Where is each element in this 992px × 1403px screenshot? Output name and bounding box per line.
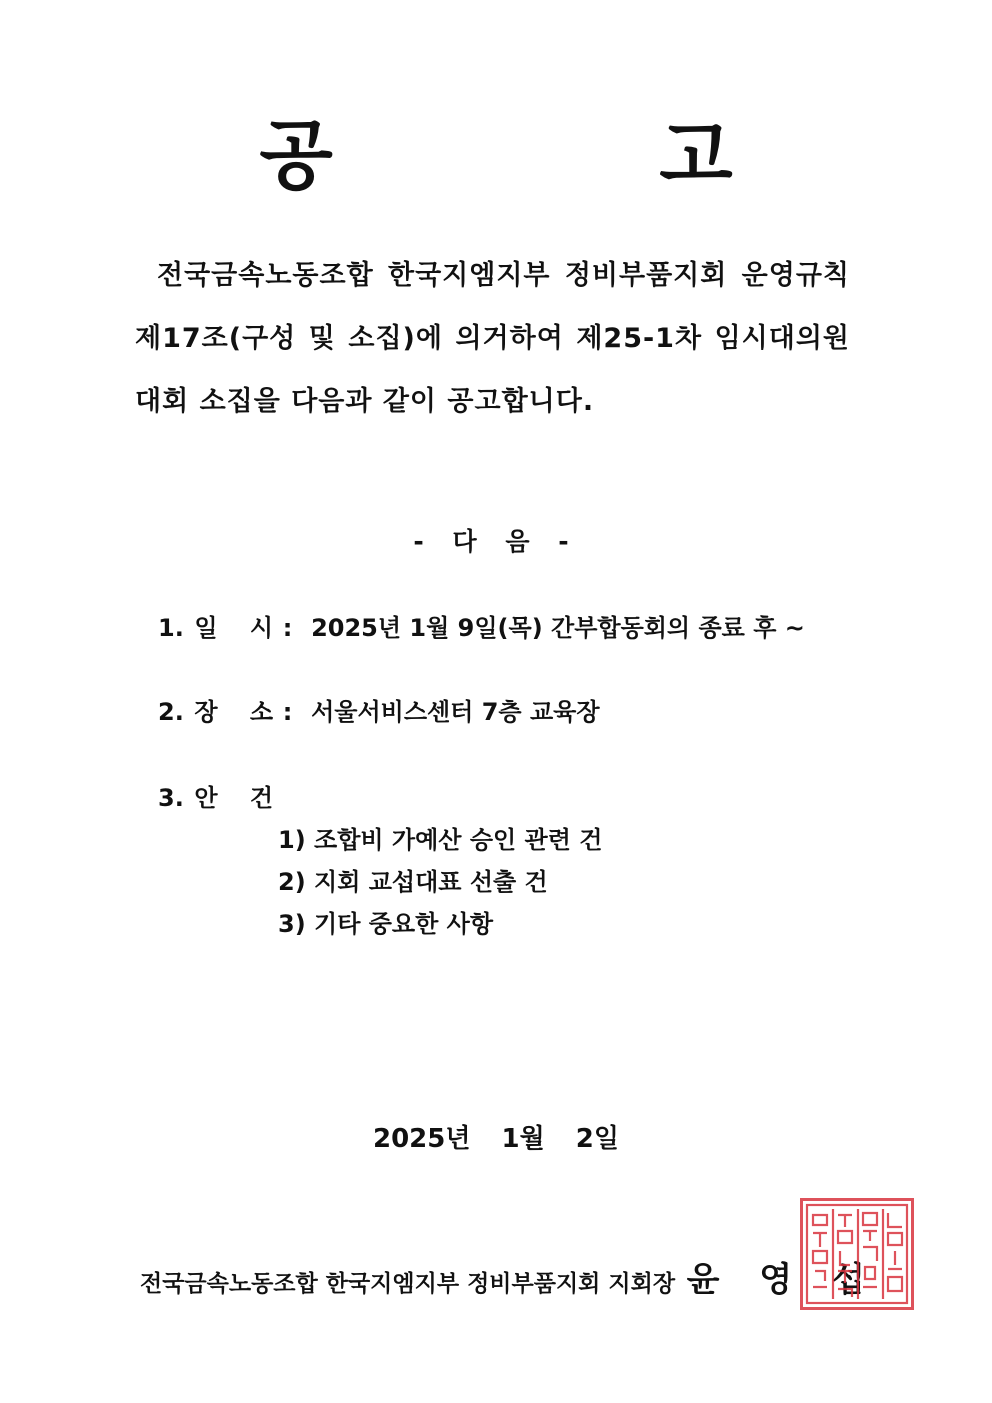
item-value: 서울서비스센터 7층 교육장	[311, 698, 600, 726]
notice-date: 2025년 1월 2일	[373, 1124, 619, 1154]
item-label: 안 건	[194, 784, 286, 812]
official-seal	[800, 1198, 914, 1310]
item-agenda	[158, 778, 286, 813]
signer-name: 윤 영 섭	[686, 1260, 879, 1300]
seal-pattern-icon	[803, 1201, 911, 1307]
item-datetime	[158, 608, 805, 643]
item-label: 장 소	[194, 698, 286, 726]
section-heading: - 다 음 -	[413, 527, 579, 556]
agenda-item: 2) 지회 교섭대표 선출 건	[278, 868, 548, 896]
agenda-item: 1) 조합비 가예산 승인 관련 건	[278, 826, 603, 854]
organization-name: 전국금속노동조합 한국지엠지부 정비부품지회 지회장	[140, 1271, 676, 1297]
item-number: 1.	[158, 614, 184, 642]
item-colon: :	[282, 698, 293, 726]
signature-line	[140, 1252, 879, 1301]
item-number: 3.	[158, 784, 184, 812]
notice-title: 공 고	[259, 111, 883, 200]
agenda-item: 3) 기타 중요한 사항	[278, 910, 494, 938]
notice-intro: 전국금속노동조합 한국지엠지부 정비부품지회 운영규칙 제17조(구성 및 소집)에 의거하여 제25-1차 임시대의원 대회 소집을 다음과 같이 공고합니다.	[135, 260, 850, 417]
item-number: 2.	[158, 698, 184, 726]
item-location	[158, 692, 600, 727]
item-value: 2025년 1월 9일(목) 간부합동회의 종료 후 ~	[311, 614, 805, 642]
item-colon: :	[282, 614, 293, 642]
item-label: 일 시	[194, 614, 286, 642]
